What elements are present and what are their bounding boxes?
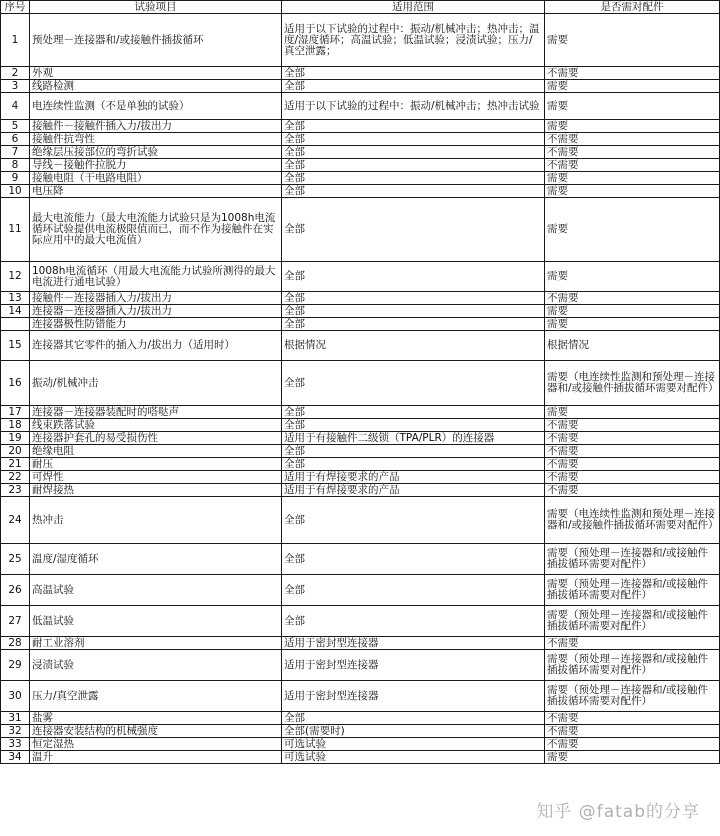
mating-part-required: 需要 [545, 318, 720, 331]
mating-part-required: 不需要 [545, 292, 720, 305]
test-item: 电连续性监测（不是单独的试验） [30, 93, 282, 120]
row-number: 16 [1, 361, 30, 406]
test-item: 导线－接触件拉脱力 [30, 159, 282, 172]
mating-part-required: 需要 [545, 305, 720, 318]
applicable-scope: 全部 [282, 406, 545, 419]
table-row [1, 606, 720, 637]
test-item: 预处理－连接器和/或接触件插拔循环 [30, 14, 282, 67]
row-number: 11 [1, 198, 30, 262]
mating-part-required: 需要 [545, 185, 720, 198]
table-row [1, 93, 720, 120]
table-row [1, 432, 720, 445]
row-number: 10 [1, 185, 30, 198]
test-item: 接触电阻（干电路电阻） [30, 172, 282, 185]
mating-part-required: 需要 [545, 406, 720, 419]
mating-part-required: 不需要 [545, 67, 720, 80]
table-row [1, 146, 720, 159]
table-row [1, 637, 720, 650]
header-item: 试验项目 [30, 1, 282, 14]
applicable-scope: 全部 [282, 185, 545, 198]
row-number: 27 [1, 606, 30, 637]
table-row [1, 133, 720, 146]
test-item: 接触件抗弯性 [30, 133, 282, 146]
table-row [1, 198, 720, 262]
table-row [1, 67, 720, 80]
mating-part-required: 需要 [545, 262, 720, 292]
applicable-scope: 全部 [282, 445, 545, 458]
row-number: 19 [1, 432, 30, 445]
test-item: 浸渍试验 [30, 650, 282, 681]
test-item: 盐雾 [30, 712, 282, 725]
table-body [1, 14, 720, 764]
test-item: 热冲击 [30, 497, 282, 544]
row-number: 13 [1, 292, 30, 305]
applicable-scope: 全部 [282, 120, 545, 133]
applicable-scope: 全部 [282, 606, 545, 637]
test-item: 接触件－接触件插入力/拔出力 [30, 120, 282, 133]
row-number: 33 [1, 738, 30, 751]
table-row [1, 419, 720, 432]
mating-part-required: 需要 [545, 14, 720, 67]
applicable-scope: 全部 [282, 318, 545, 331]
test-item: 电压降 [30, 185, 282, 198]
row-number: 34 [1, 751, 30, 764]
test-item: 耐压 [30, 458, 282, 471]
table-row [1, 14, 720, 67]
test-item: 线路检测 [30, 80, 282, 93]
test-item: 线束跌落试验 [30, 419, 282, 432]
mating-part-required: 不需要 [545, 445, 720, 458]
row-number: 22 [1, 471, 30, 484]
row-number: 20 [1, 445, 30, 458]
mating-part-required: 需要 [545, 93, 720, 120]
table-row [1, 725, 720, 738]
applicable-scope: 全部(需要时) [282, 725, 545, 738]
test-item: 连接器－连接器插入力/拔出力 [30, 305, 282, 318]
test-item: 耐焊接热 [30, 484, 282, 497]
applicable-scope: 全部 [282, 133, 545, 146]
row-number: 5 [1, 120, 30, 133]
test-item: 温升 [30, 751, 282, 764]
table-row [1, 484, 720, 497]
mating-part-required: 不需要 [545, 159, 720, 172]
applicable-scope: 全部 [282, 575, 545, 606]
test-item: 外观 [30, 67, 282, 80]
mating-part-required: 不需要 [545, 637, 720, 650]
row-number: 18 [1, 419, 30, 432]
row-number: 7 [1, 146, 30, 159]
mating-part-required: 需要 [545, 172, 720, 185]
applicable-scope: 可选试验 [282, 738, 545, 751]
applicable-scope: 适用于密封型连接器 [282, 637, 545, 650]
applicable-scope: 全部 [282, 262, 545, 292]
table-row [1, 458, 720, 471]
table-row [1, 361, 720, 406]
test-item: 连接器护套孔的易受损伤性 [30, 432, 282, 445]
mating-part-required: 需要 [545, 751, 720, 764]
mating-part-required: 需要（预处理－连接器和/或接触件插拔循环需要对配件） [545, 650, 720, 681]
test-item: 压力/真空泄露 [30, 681, 282, 712]
row-number: 28 [1, 637, 30, 650]
applicable-scope: 全部 [282, 544, 545, 575]
row-number: 9 [1, 172, 30, 185]
mating-part-required: 需要 [545, 120, 720, 133]
table-row [1, 471, 720, 484]
mating-part-required: 不需要 [545, 133, 720, 146]
mating-part-required: 不需要 [545, 712, 720, 725]
test-item: 1008h电流循环（用最大电流能力试验所测得的最大电流进行通电试验） [30, 262, 282, 292]
row-number: 30 [1, 681, 30, 712]
test-item: 低温试验 [30, 606, 282, 637]
row-number: 24 [1, 497, 30, 544]
applicable-scope: 全部 [282, 712, 545, 725]
table-row [1, 575, 720, 606]
mating-part-required: 需要 [545, 198, 720, 262]
applicable-scope: 适用于有接触件二级锁（TPA/PLR）的连接器 [282, 432, 545, 445]
row-number: 17 [1, 406, 30, 419]
applicable-scope: 根据情况 [282, 331, 545, 361]
applicable-scope: 全部 [282, 497, 545, 544]
mating-part-required: 需要（预处理－连接器和/或接触件插拔循环需要对配件） [545, 606, 720, 637]
row-number: 2 [1, 67, 30, 80]
applicable-scope: 可选试验 [282, 751, 545, 764]
table-row [1, 406, 720, 419]
applicable-scope: 全部 [282, 159, 545, 172]
table-row [1, 80, 720, 93]
applicable-scope: 全部 [282, 146, 545, 159]
table-row [1, 292, 720, 305]
row-number: 8 [1, 159, 30, 172]
table-row [1, 738, 720, 751]
row-number: 12 [1, 262, 30, 292]
table-header [1, 1, 720, 14]
applicable-scope: 全部 [282, 80, 545, 93]
row-number: 15 [1, 331, 30, 361]
table-row [1, 681, 720, 712]
test-item: 最大电流能力（最大电流能力试验只是为1008h电流循环试验提供电流极限值而已，而不作为接触件在实际应用中的最大电流值） [30, 198, 282, 262]
row-number: 1 [1, 14, 30, 67]
mating-part-required: 不需要 [545, 432, 720, 445]
row-number: 32 [1, 725, 30, 738]
applicable-scope: 适用于有焊接要求的产品 [282, 471, 545, 484]
mating-part-required: 不需要 [545, 738, 720, 751]
table-row [1, 544, 720, 575]
test-item: 连接器极性防错能力 [30, 318, 282, 331]
row-number [1, 318, 30, 331]
header-scope: 适用范围 [282, 1, 545, 14]
row-number: 25 [1, 544, 30, 575]
test-item: 连接器安装结构的机械强度 [30, 725, 282, 738]
mating-part-required: 不需要 [545, 484, 720, 497]
row-number: 31 [1, 712, 30, 725]
test-item: 温度/湿度循环 [30, 544, 282, 575]
applicable-scope: 全部 [282, 67, 545, 80]
mating-part-required: 需要（电连续性监测和预处理－连接器和/或接触件插拔循环需要对配件） [545, 361, 720, 406]
row-number: 14 [1, 305, 30, 318]
table-row [1, 120, 720, 133]
table-row [1, 262, 720, 292]
applicable-scope: 全部 [282, 292, 545, 305]
applicable-scope: 全部 [282, 361, 545, 406]
row-number: 21 [1, 458, 30, 471]
applicable-scope: 适用于以下试验的过程中：振动/机械冲击；热冲击；温度/湿度循环；高温试验；低温试验；浸渍试验；压力/真空泄露； [282, 14, 545, 67]
mating-part-required: 需要（预处理－连接器和/或接触件插拔循环需要对配件） [545, 681, 720, 712]
row-number: 6 [1, 133, 30, 146]
applicable-scope: 全部 [282, 305, 545, 318]
header-need: 是否需对配件 [545, 1, 720, 14]
table-row [1, 497, 720, 544]
test-item: 高温试验 [30, 575, 282, 606]
mating-part-required: 不需要 [545, 419, 720, 432]
test-item: 耐工业溶剂 [30, 637, 282, 650]
test-item: 绝缘电阻 [30, 445, 282, 458]
test-item: 连接器其它零件的插入力/拔出力（适用时） [30, 331, 282, 361]
applicable-scope: 适用于密封型连接器 [282, 650, 545, 681]
table-row [1, 751, 720, 764]
test-item: 连接器－连接器装配时的嗒哒声 [30, 406, 282, 419]
mating-part-required: 需要（电连续性监测和预处理－连接器和/或接触件插拔循环需要对配件） [545, 497, 720, 544]
table-row [1, 159, 720, 172]
test-item: 恒定湿热 [30, 738, 282, 751]
row-number: 3 [1, 80, 30, 93]
header-no: 序号 [1, 1, 30, 14]
table-row [1, 172, 720, 185]
applicable-scope: 适用于密封型连接器 [282, 681, 545, 712]
applicable-scope: 全部 [282, 172, 545, 185]
row-number: 23 [1, 484, 30, 497]
applicable-scope: 适用于以下试验的过程中：振动/机械冲击；热冲击试验 [282, 93, 545, 120]
row-number: 26 [1, 575, 30, 606]
table-row [1, 650, 720, 681]
mating-part-required: 根据情况 [545, 331, 720, 361]
table-row [1, 712, 720, 725]
mating-part-required: 不需要 [545, 471, 720, 484]
mating-part-required: 不需要 [545, 146, 720, 159]
table-row [1, 318, 720, 331]
test-item: 接触件－连接器插入力/拔出力 [30, 292, 282, 305]
mating-part-required: 需要 [545, 80, 720, 93]
watermark: 知乎 @fatab的分享 [536, 802, 700, 822]
mating-part-required: 需要（预处理－连接器和/或接触件插拔循环需要对配件） [545, 575, 720, 606]
table-row [1, 445, 720, 458]
applicable-scope: 全部 [282, 458, 545, 471]
applicable-scope: 适用于有焊接要求的产品 [282, 484, 545, 497]
applicable-scope: 全部 [282, 198, 545, 262]
row-number: 29 [1, 650, 30, 681]
mating-part-required: 需要（预处理－连接器和/或接触件插拔循环需要对配件） [545, 544, 720, 575]
row-number: 4 [1, 93, 30, 120]
applicable-scope: 全部 [282, 419, 545, 432]
mating-part-required: 不需要 [545, 725, 720, 738]
header-row [1, 1, 720, 14]
test-item: 振动/机械冲击 [30, 361, 282, 406]
table-row [1, 331, 720, 361]
test-item: 绝缘层压接部位的弯折试验 [30, 146, 282, 159]
table-row [1, 185, 720, 198]
test-item: 可焊性 [30, 471, 282, 484]
table-row [1, 305, 720, 318]
mating-part-required: 不需要 [545, 458, 720, 471]
